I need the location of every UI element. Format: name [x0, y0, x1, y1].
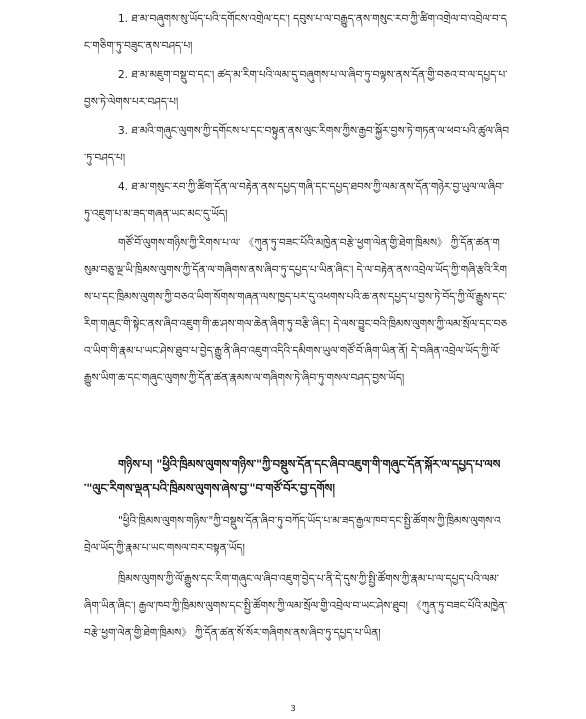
list-item-3: 3. ཐ་མའི་གཞུང་ལུགས་ཀྱི་དགོངས་པ་དང་བསྟུན་ནས་ལུང་རིགས་ཀྱིས་རྒྱབ་སྐྱོར་བྱས་ཏེ་གཏན་ལ་ཕབ་པའི་ཚུལ་ཞིབ་ཏུ་བཤད་པ།	[84, 125, 509, 164]
list-item-4: 4. ཐ་མ་གསུང་རབ་ཀྱི་ཚིག་དོན་ལ་བརྟེན་ནས་དཔྱད་གཞི་དང་དཔྱད་ཐབས་ཀྱི་ལམ་ནས་དོན་གཉེར་བྱ་ཡུལ་ལ་ཞིབ་ཏུ་འཇུག་པ་མ་ཟད་གཞན་ཡང་མང་དུ་ཡོད།	[84, 181, 505, 220]
body-paragraph-2: "ཕྱིའི་ཁྲིམས་ལུགས་གཉིས་"ཀྱི་བསྡུས་དོན་ཞིབ་ཏུ་བཀོད་ཡོད་པ་མ་ཟད་རྒྱལ་ཁབ་དང་སྤྱི་ཚོགས་ཀྱི་ཁྲིམས་ལུགས་འབྲེལ་ཡོད་ཀྱི་རྣམ་པ་ཡང་གསལ་བར་བསྟན་ཡོད།	[84, 515, 501, 554]
section-heading: གཉིས་པ། "ཕྱིའི་ཁྲིམས་ལུགས་གཉིས་"ཀྱི་བསྡུས་དོན་དང་ཞིབ་འཇུག་གི་གཞུང་དོན་སྐོར་ལ་དཔྱད་པ་ལས་"ལུང་རིགས་ལྡན་པའི་ཁྲིམས་ལུགས་ཞེས་བྱ་"བ་གཙོ་བོར་བྱ་དགོས།	[84, 457, 501, 495]
list-item-1: 1. ཐ་མ་བཞུགས་སུ་ཡོད་པའི་དགོངས་འགྲེལ་དང་། དབུས་པ་ལ་བརྒྱུད་ནས་གསུང་རབ་ཀྱི་ཚིག་འགྲེལ་བ་འབྲེལ་བ་དང་གཅིག་ཏུ་བཟུང་ནས་བཤད་པ།	[84, 13, 507, 52]
page-number: 3	[290, 704, 296, 713]
body-paragraph-1: གཙོ་བོ་ལུགས་གཉིས་ཀྱི་རིགས་པ་ལ་ 《ཀུན་ཏུ་བཟང་པོའི་མཁྱེན་བརྩེ་ཕྱག་ལེན་གྱི་ཐེག་ཁྲིམས》 ཀྱི་དོན་ཚན་གསུམ་བཅུ་ལྔ་ཡི་ཁྲིམས་ལུགས་ཀྱི་དོན་ལ་གཞིགས་ནས་ཞིབ་ཏུ་དཔྱད་པ་ཡིན་ཞིང་། དེ་ལ་བརྟེན་ནས་འབྲེལ་ཡོད་ཀྱི་གཞི་རྩའི་རིགས་པ་དང་ཁྲིམས་ལུགས་ཀྱི་བཅའ་ཡིག་སོགས་གཞན་ལས་ཁྱད་པར་དུ་འཕགས་པའི་ཆ་ནས་དཔྱད་པ་བྱས་ཏེ་བོད་ཀྱི་ལོ་རྒྱུས་དང་རིག་གཞུང་གི་སྟེང་ནས་ཞིབ་འཇུག་གི་ཆ་ཤས་གལ་ཆེན་ཞིག་ཏུ་བརྩི་ཞིང་། དེ་ལས་བྱུང་བའི་ཁྲིམས་ལུགས་ཀྱི་ལམ་སྲོལ་དང་བཅའ་ཡིག་གི་རྣམ་པ་ཡང་ཤེས་ཐུབ་པ་བྱེད་རྒྱུ་ནི་ཞིབ་འཇུག་འདིའི་དམིགས་ཡུལ་གཙོ་བོ་ཞིག་ཡིན་ནོ། དེ་བཞིན་འབྲེལ་ཡོད་ཀྱི་ལོ་རྒྱུས་ཡིག་ཆ་དང་གཞུང་ལུགས་ཀྱི་དོན་ཚན་རྣམས་ལ་གཞིགས་ཏེ་ཞིབ་ཏུ་གསལ་བཤད་བྱས་ཡོད།	[84, 237, 508, 384]
body-paragraph-3: ཁྲིམས་ལུགས་ཀྱི་ལོ་རྒྱུས་དང་རིག་གཞུང་ལ་ཞིབ་འཇུག་བྱེད་པ་ནི་དེ་དུས་ཀྱི་སྤྱི་ཚོགས་ཀྱི་རྣམ་པ་ལ་དཔྱད་པའི་ལམ་ཞིག་ཡིན་ཞིང་། རྒྱལ་ཁབ་ཀྱི་ཁྲིམས་ལུགས་དང་སྤྱི་ཚོགས་ཀྱི་ལམ་སྲོལ་གྱི་འབྲེལ་བ་ཡང་ཤེས་ཐུབ། 《ཀུན་ཏུ་བཟང་པོའི་མཁྱེན་བརྩེ་ཕྱག་ལེན་གྱི་ཐེག་ཁྲིམས》 ཀྱི་དོན་ཚན་སོ་སོར་གཞིགས་ནས་ཞིབ་ཏུ་དཔྱད་པ་ཡིན།	[84, 573, 508, 639]
list-item-2: 2. ཐ་མ་མཇུག་བསྡུ་བ་དང་། ཚད་མ་རིག་པའི་ལམ་དུ་བཞུགས་པ་ལ་ཞིབ་ཏུ་བལྟས་ནས་དོན་གྱི་བཅའ་བ་ལ་དཔྱད་པ་བྱས་ཏེ་ལེགས་པར་བཤད་པ།	[84, 69, 508, 108]
